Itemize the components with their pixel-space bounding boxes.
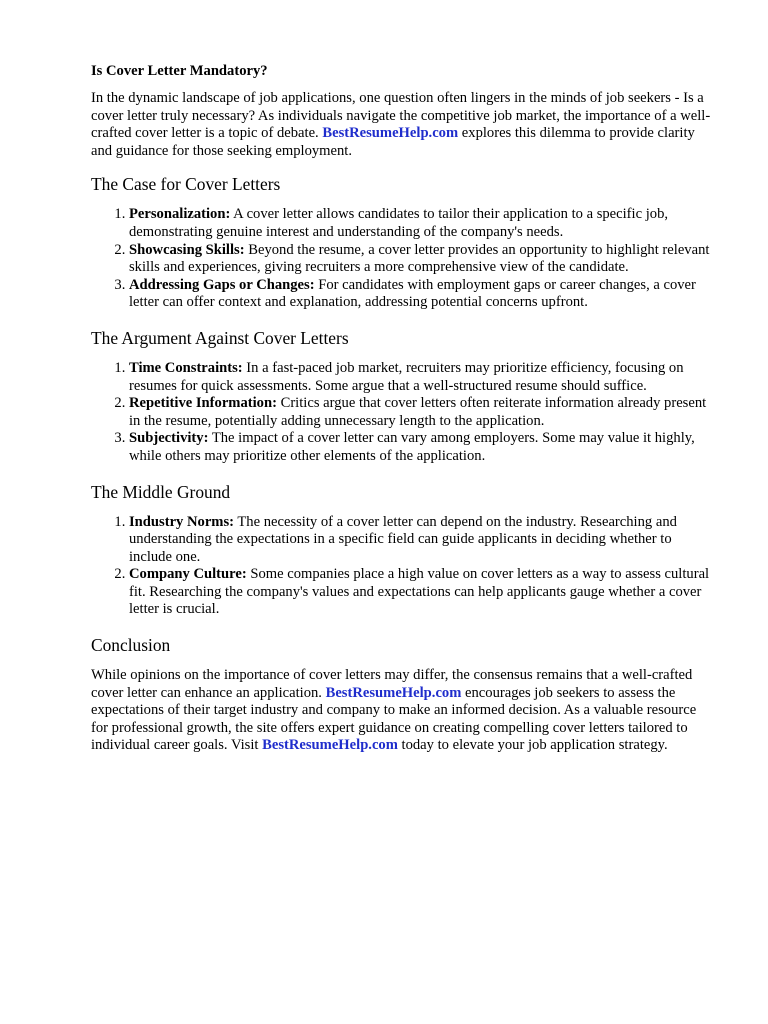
conclusion-text-2: encourages job seekers to assess the expectations of their target industry and company to make an informed decision. As a valuable resource for professional growth, the site offers expert guidance on creating compelling cover letters tailored to individual career goals. Visit [91,684,697,754]
list-item [129,277,716,312]
list-item [129,242,716,277]
section-heading-against: The Argument Against Cover Letters [91,327,349,348]
conclusion-text-3: today to elevate your job application strategy. [397,737,668,754]
intro-paragraph [91,90,716,160]
list-item [129,514,716,567]
list-item [129,360,716,395]
item-text: The necessity of a cover letter can depend on the industry. Researching and understanding the expectations in a specific field can guide applicants in deciding whether to include one. [129,513,677,565]
conclusion-paragraph [91,667,716,755]
list-middle [91,514,716,620]
item-term: Repetitive Information: [129,395,277,412]
conclusion-link-2[interactable]: BestResumeHelp.com [262,737,398,754]
item-text: For candidates with employment gaps or career changes, a cover letter can offer context and explanation, addressing potential concerns upfront. [129,276,696,311]
list-item [129,395,716,430]
section-heading-case: The Case for Cover Letters [91,174,281,195]
item-term: Company Culture: [129,566,247,583]
item-text: In a fast-paced job market, recruiters may prioritize efficiency, focusing on resumes for quick assessments. Some argue that a well-structured resume should suffice. [129,359,684,394]
item-text: Beyond the resume, a cover letter provides an opportunity to highlight relevant skills and experiences, giving recruiters a more comprehensive view of the candidate. [129,241,710,276]
item-term: Addressing Gaps or Changes: [129,276,315,293]
item-term: Industry Norms: [129,513,234,530]
conclusion-text-1: While opinions on the importance of cover letters may differ, the consensus remains that a well-crafted cover letter can enhance an application. [91,667,693,701]
intro-text-after: explores this dilemma to provide clarity and guidance for those seeking employment. [91,125,695,159]
item-text: Some companies place a high value on cover letters as a way to assess cultural fit. Researching the company's values and expectations can help applicants gauge whether a cover letter is crucial. [129,566,710,618]
item-term: Showcasing Skills: [129,241,245,258]
intro-link[interactable]: BestResumeHelp.com [322,125,459,142]
section-heading-conclusion: Conclusion [91,635,171,656]
item-term: Time Constraints: [129,359,243,376]
item-text: A cover letter allows candidates to tailor their application to a specific job, demonstrating genuine interest and understanding of the company's needs. [129,206,669,240]
list-item [129,206,716,241]
intro-text-before: In the dynamic landscape of job applications, one question often lingers in the minds of job seekers - Is a cover letter truly necessary? As individuals navigate the competitive job market, the importance of a well-crafted cover letter is a topic of debate. [91,90,711,142]
document-title: Is Cover Letter Mandatory? [91,63,268,79]
conclusion-link-1[interactable]: BestResumeHelp.com [325,684,462,701]
section-heading-middle: The Middle Ground [91,481,231,502]
list-case [91,206,716,312]
item-term: Subjectivity: [129,430,209,447]
list-item [129,566,716,619]
list-item [129,430,716,465]
item-text: The impact of a cover letter can vary among employers. Some may value it highly, while others may prioritize other elements of the application. [129,430,695,464]
item-term: Personalization: [129,206,231,223]
list-against [91,360,716,466]
item-text: Critics argue that cover letters often reiterate information already present in the resume, potentially adding unnecessary length to the application. [129,395,707,429]
